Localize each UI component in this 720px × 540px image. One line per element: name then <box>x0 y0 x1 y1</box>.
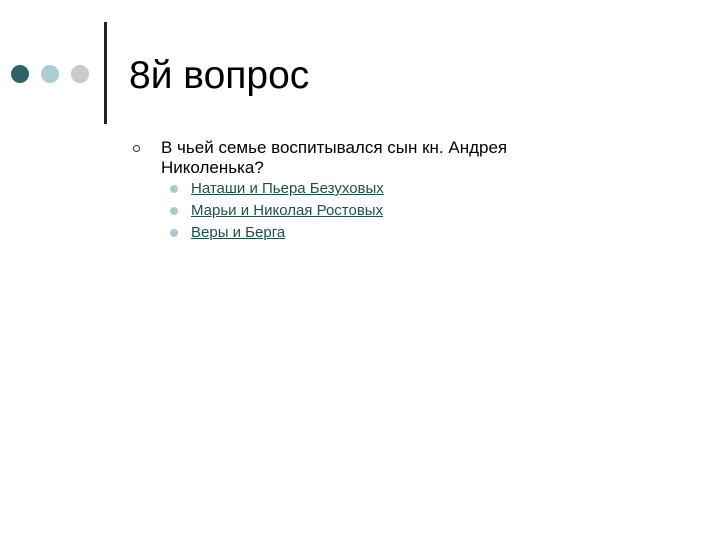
answer-list <box>131 178 691 244</box>
answer-link[interactable]: Наташи и Пьера Безуховых <box>191 180 384 197</box>
decor-dot-light <box>71 65 89 83</box>
slide-title: 8й вопрос <box>129 54 310 97</box>
question <box>131 138 591 178</box>
decor-dot-mid <box>41 65 59 83</box>
slide-content <box>131 138 691 244</box>
answer-link[interactable]: Марьи и Николая Ростовых <box>191 202 384 219</box>
question-text: В чьей семье воспитывался сын кн. Андрея Николенька? <box>161 138 508 177</box>
bullet-icon <box>170 185 178 193</box>
answer-item <box>131 222 691 244</box>
answer-item <box>131 200 691 222</box>
hollow-bullet-icon <box>133 145 140 152</box>
bullet-icon <box>170 207 178 215</box>
bullet-icon <box>170 229 178 237</box>
title-divider <box>104 22 107 124</box>
decor-dot-dark <box>11 65 29 83</box>
answer-item <box>131 178 691 200</box>
answer-link[interactable]: Веры и Берга <box>191 224 286 241</box>
